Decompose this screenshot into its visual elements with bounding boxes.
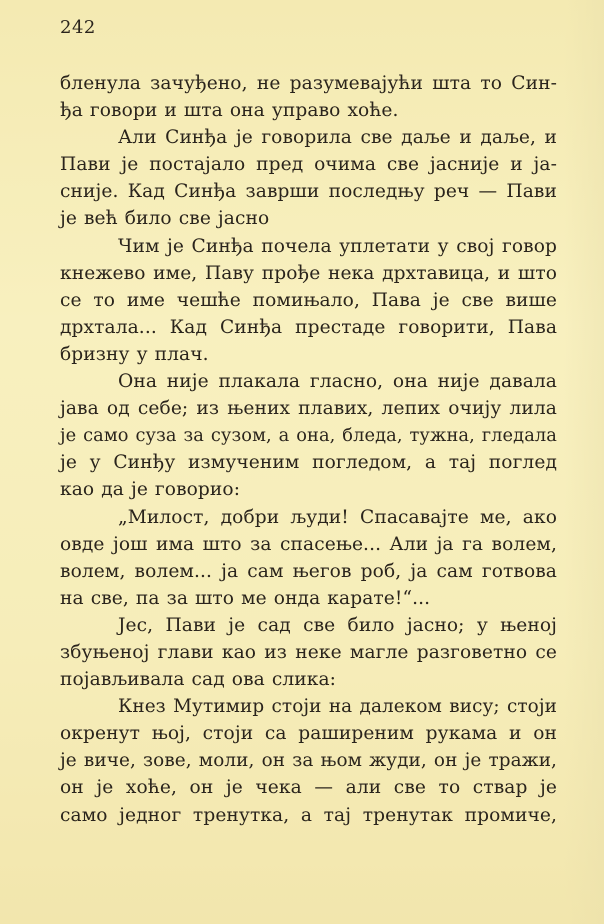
text-line: кнежево име, Паву прође нека дрхтавица, и што xyxy=(60,262,557,284)
text-line: је већ било све јасно xyxy=(60,208,270,230)
page-edge-shadow xyxy=(564,0,604,924)
text-line: је виче, зове, моли, он за њом жуди, он је тражи, xyxy=(60,750,557,772)
text-line: јава од себе; из њених плавих, лепих очију лила xyxy=(60,398,557,420)
body-text xyxy=(60,70,557,829)
text-line: збуњеној глави као из неке магле разговетно се xyxy=(60,641,557,663)
text-line: је само суза за сузом, а она, бледа, тужна, гледала xyxy=(60,425,557,447)
text-line: Пави је постајало пред очима све јасније и ја- xyxy=(60,154,557,176)
text-line: Она није плакала гласно, она није давала xyxy=(118,371,557,393)
text-line: овде још има што за спасење... Али ја га волем, xyxy=(60,533,557,555)
text-line: Чим је Синђа почела уплетати у свој говор xyxy=(118,235,557,257)
text-line: бленула зачуђено, не разумевајући шта то Син- xyxy=(60,73,557,94)
text-line: Јес, Пави је сад све било јасно; у њеној xyxy=(118,614,557,636)
text-line: дрхтала... Кад Синђа престаде говорити, Пава xyxy=(60,316,557,338)
text-line: је у Синђу измученим погледом, а тај поглед xyxy=(60,452,557,474)
text-line: појављивала сад ова слика: xyxy=(60,669,337,691)
text-line: волем, волем... ја сам његов роб, ја сам готвова xyxy=(60,560,557,582)
text-line: као да је говорио: xyxy=(60,479,241,501)
text-line: сније. Кад Синђа заврши последњу реч — Пави xyxy=(60,181,557,203)
text-line: Кнез Мутимир стоји на далеком вису; стоји xyxy=(118,696,557,718)
text-line: он је хоће, он је чека — али све то ствар је xyxy=(60,777,557,799)
text-line: окренут њој, стоји са раширеним рукама и он xyxy=(60,723,557,745)
text-line: Али Синђа је говорила све даље и даље, и xyxy=(118,127,557,149)
text-line: „Милост, добри људи! Спасавајте ме, ако xyxy=(118,506,557,528)
text-line: бризну у плач. xyxy=(60,343,209,365)
text-line: на све, па за што ме онда карате!“... xyxy=(60,587,431,609)
page-number: 242 xyxy=(60,17,96,38)
text-line: се то име чешће помињало, Пава је све више xyxy=(60,289,557,311)
text-line: само једног тренутка, а тај тренутак промиче, xyxy=(60,804,557,826)
text-line: ђа говори и шта она управо хоће. xyxy=(60,100,399,122)
